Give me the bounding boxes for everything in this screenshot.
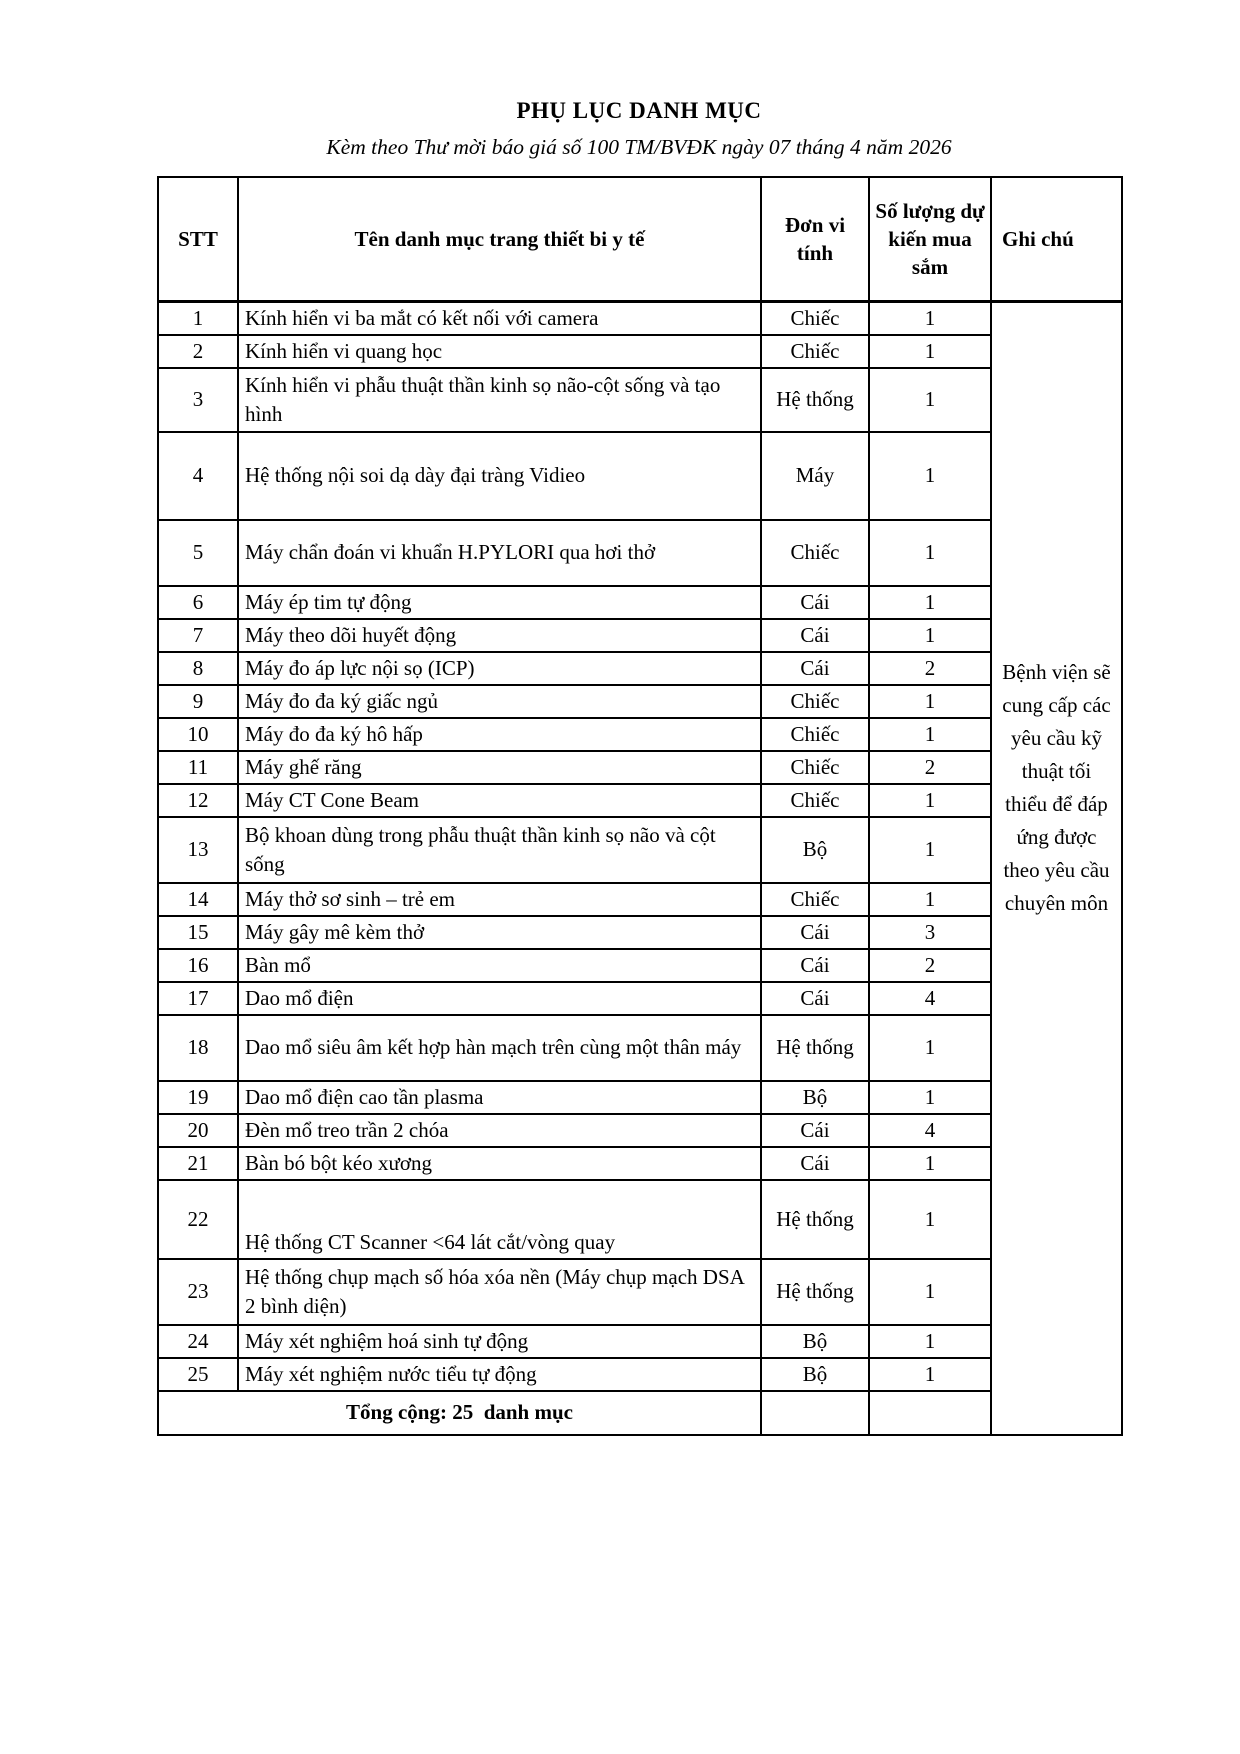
cell-name: Máy xét nghiệm hoá sinh tự động: [238, 1325, 761, 1358]
cell-name: Máy ép tim tự động: [238, 586, 761, 619]
cell-qty: 2: [869, 652, 991, 685]
cell-name: Dao mổ điện: [238, 982, 761, 1015]
cell-unit-empty: [761, 1391, 869, 1435]
cell-name: Dao mổ siêu âm kết hợp hàn mạch trên cùng một thân máy: [238, 1015, 761, 1081]
cell-qty: 1: [869, 685, 991, 718]
cell-name: Bàn mổ: [238, 949, 761, 982]
cell-stt: 17: [158, 982, 238, 1015]
cell-stt: 8: [158, 652, 238, 685]
cell-unit: Chiếc: [761, 784, 869, 817]
table-row: [158, 685, 1122, 718]
cell-stt: 24: [158, 1325, 238, 1358]
cell-name: Máy thở sơ sinh – trẻ em: [238, 883, 761, 916]
cell-qty: 1: [869, 784, 991, 817]
cell-stt: 7: [158, 619, 238, 652]
cell-unit: Bộ: [761, 1358, 869, 1391]
cell-unit: Chiếc: [761, 301, 869, 335]
table-row: [158, 1180, 1122, 1259]
cell-stt: 1: [158, 301, 238, 335]
cell-name: Hệ thống CT Scanner <64 lát cắt/vòng quay: [238, 1180, 761, 1259]
cell-unit: Chiếc: [761, 751, 869, 784]
cell-unit: Chiếc: [761, 685, 869, 718]
cell-unit: Hệ thống: [761, 1180, 869, 1259]
table-row: [158, 916, 1122, 949]
table-row: [158, 652, 1122, 685]
table-row: [158, 368, 1122, 432]
cell-stt: 12: [158, 784, 238, 817]
cell-stt: 6: [158, 586, 238, 619]
cell-qty: 1: [869, 817, 991, 883]
page-subtitle: Kèm theo Thư mời báo giá số 100 TM/BVĐK ngày 07 tháng 4 năm 2026: [326, 135, 952, 159]
cell-qty: 1: [869, 718, 991, 751]
cell-unit: Chiếc: [761, 718, 869, 751]
cell-name: Kính hiển vi phẫu thuật thần kinh sọ não-cột sống và tạo hình: [238, 368, 761, 432]
cell-stt: 21: [158, 1147, 238, 1180]
equipment-table: [157, 176, 1123, 1436]
cell-stt: 4: [158, 432, 238, 520]
table-row: [158, 817, 1122, 883]
table-row: [158, 718, 1122, 751]
cell-name: Máy theo dõi huyết động: [238, 619, 761, 652]
total-row: [158, 1391, 1122, 1435]
table-row: [158, 751, 1122, 784]
table-row: [158, 1114, 1122, 1147]
cell-unit: Bộ: [761, 817, 869, 883]
cell-name: Đèn mổ treo trần 2 chóa: [238, 1114, 761, 1147]
cell-qty: 1: [869, 1081, 991, 1114]
header-row: [158, 177, 1122, 301]
table-row: [158, 1325, 1122, 1358]
table-row: [158, 1259, 1122, 1325]
table-row: [158, 1147, 1122, 1180]
cell-qty: 1: [869, 586, 991, 619]
table-row: [158, 432, 1122, 520]
cell-qty: 4: [869, 1114, 991, 1147]
cell-unit: Hệ thống: [761, 368, 869, 432]
cell-stt: 16: [158, 949, 238, 982]
table-row: [158, 335, 1122, 368]
cell-unit: Cái: [761, 949, 869, 982]
cell-stt: 18: [158, 1015, 238, 1081]
cell-name: Dao mổ điện cao tần plasma: [238, 1081, 761, 1114]
table-row: [158, 949, 1122, 982]
cell-name: Kính hiển vi ba mắt có kết nối với camera: [238, 301, 761, 335]
cell-stt: 15: [158, 916, 238, 949]
header-stt: STT: [158, 177, 238, 301]
header-note: Ghi chú: [991, 177, 1122, 301]
table-row: [158, 1358, 1122, 1391]
cell-name: Bộ khoan dùng trong phẫu thuật thần kinh sọ não và cột sống: [238, 817, 761, 883]
cell-name: Máy ghế răng: [238, 751, 761, 784]
cell-name: Kính hiển vi quang học: [238, 335, 761, 368]
table-row: [158, 1015, 1122, 1081]
table-row: [158, 520, 1122, 586]
table-row: [158, 982, 1122, 1015]
cell-unit: Chiếc: [761, 883, 869, 916]
cell-stt: 25: [158, 1358, 238, 1391]
document-content: [157, 96, 1121, 1436]
cell-qty: 1: [869, 883, 991, 916]
cell-stt: 23: [158, 1259, 238, 1325]
cell-stt: 5: [158, 520, 238, 586]
cell-name: Hệ thống nội soi dạ dày đại tràng Vidieo: [238, 432, 761, 520]
equipment-table-body: [158, 301, 1122, 1435]
cell-unit: Máy: [761, 432, 869, 520]
cell-qty: 4: [869, 982, 991, 1015]
table-row: [158, 619, 1122, 652]
cell-qty: 1: [869, 1015, 991, 1081]
cell-qty: 1: [869, 432, 991, 520]
cell-qty: 1: [869, 1358, 991, 1391]
cell-qty: 1: [869, 301, 991, 335]
cell-name: Máy chẩn đoán vi khuẩn H.PYLORI qua hơi thở: [238, 520, 761, 586]
cell-qty: 1: [869, 1180, 991, 1259]
cell-stt: 22: [158, 1180, 238, 1259]
cell-qty: 1: [869, 368, 991, 432]
cell-unit: Cái: [761, 652, 869, 685]
cell-stt: 14: [158, 883, 238, 916]
cell-stt: 11: [158, 751, 238, 784]
cell-stt: 19: [158, 1081, 238, 1114]
table-row: [158, 1081, 1122, 1114]
cell-unit: Cái: [761, 586, 869, 619]
table-row: [158, 883, 1122, 916]
cell-unit: Cái: [761, 982, 869, 1015]
cell-name: Máy xét nghiệm nước tiểu tự động: [238, 1358, 761, 1391]
cell-qty: 3: [869, 916, 991, 949]
header-unit: Đơn vi tính: [761, 177, 869, 301]
cell-stt: 2: [158, 335, 238, 368]
table-row: [158, 784, 1122, 817]
cell-name: Máy đo đa ký giấc ngủ: [238, 685, 761, 718]
cell-qty: 1: [869, 619, 991, 652]
cell-unit: Bộ: [761, 1081, 869, 1114]
cell-qty: 2: [869, 949, 991, 982]
cell-unit: Cái: [761, 916, 869, 949]
page-title: PHỤ LỤC DANH MỤC: [516, 98, 762, 123]
cell-unit: Chiếc: [761, 335, 869, 368]
cell-name: Máy CT Cone Beam: [238, 784, 761, 817]
header-qty: Số lượng dự kiến mua sắm: [869, 177, 991, 301]
cell-qty: 1: [869, 335, 991, 368]
cell-qty: 1: [869, 1325, 991, 1358]
cell-stt: 20: [158, 1114, 238, 1147]
cell-unit: Chiếc: [761, 520, 869, 586]
cell-name: Máy gây mê kèm thở: [238, 916, 761, 949]
cell-unit: Cái: [761, 1114, 869, 1147]
cell-unit: Hệ thống: [761, 1015, 869, 1081]
header-name: Tên danh mục trang thiết bi y tế: [238, 177, 761, 301]
cell-qty: 1: [869, 1259, 991, 1325]
cell-unit: Cái: [761, 619, 869, 652]
total-label: Tổng cộng: 25 danh mục: [158, 1391, 761, 1435]
cell-qty: 2: [869, 751, 991, 784]
cell-unit: Bộ: [761, 1325, 869, 1358]
cell-name: Máy đo áp lực nội sọ (ICP): [238, 652, 761, 685]
cell-name: Hệ thống chụp mạch số hóa xóa nền (Máy chụp mạch DSA 2 bình diện): [238, 1259, 761, 1325]
cell-unit: Cái: [761, 1147, 869, 1180]
cell-unit: Hệ thống: [761, 1259, 869, 1325]
cell-qty: 1: [869, 520, 991, 586]
cell-qty: 1: [869, 1147, 991, 1180]
cell-name: Bàn bó bột kéo xương: [238, 1147, 761, 1180]
table-row: [158, 586, 1122, 619]
cell-stt: 10: [158, 718, 238, 751]
cell-name: Máy đo đa ký hô hấp: [238, 718, 761, 751]
note-merged-cell: Bệnh viện sẽ cung cấp các yêu cầu kỹ thuật tối thiểu để đáp ứng được theo yêu cầu chuyên môn: [991, 301, 1122, 1435]
cell-stt: 13: [158, 817, 238, 883]
cell-qty-empty: [869, 1391, 991, 1435]
cell-stt: 3: [158, 368, 238, 432]
cell-stt: 9: [158, 685, 238, 718]
table-row: [158, 301, 1122, 335]
